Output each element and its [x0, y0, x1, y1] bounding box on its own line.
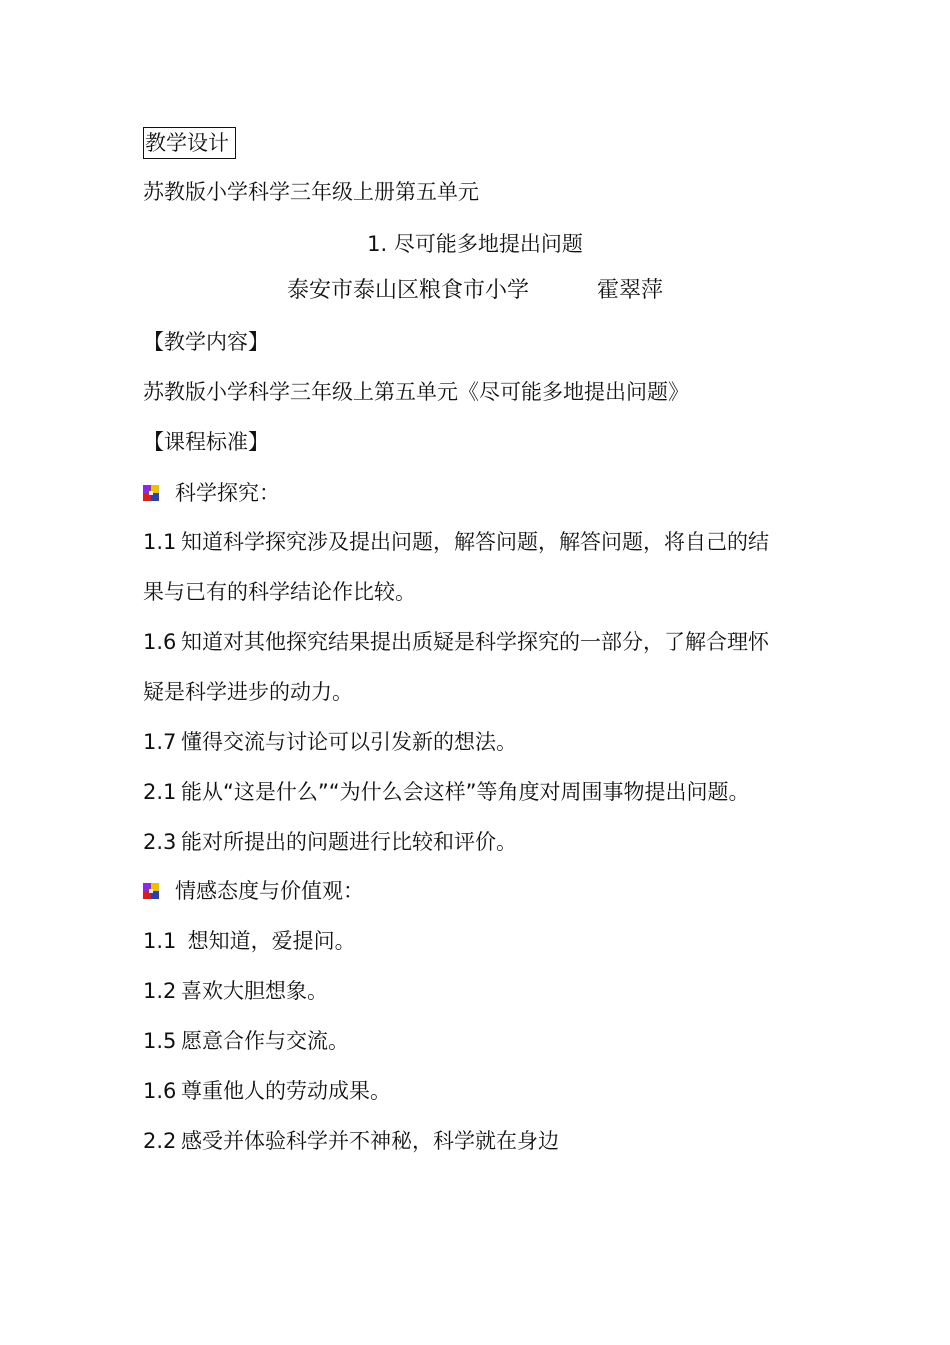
inquiry-heading: 科学探究： — [175, 481, 280, 505]
doc-label: 教学设计 — [143, 127, 236, 159]
attitude-heading: 情感态度与价值观： — [175, 879, 364, 903]
attitude-item — [143, 977, 328, 1005]
doc-title: 1. 尽可能多地提出问题 — [367, 232, 583, 256]
school-author-line — [0, 277, 950, 305]
inquiry-item — [143, 628, 769, 656]
inquiry-item — [143, 778, 750, 806]
inquiry-item — [143, 728, 517, 756]
item-text: 能从“这是什么”“为什么会这样”等角度对周围事物提出问题。 — [181, 780, 750, 804]
four-color-square-icon — [143, 485, 159, 501]
item-text: 喜欢大胆想象。 — [181, 979, 328, 1003]
item-text: 懂得交流与讨论可以引发新的想法。 — [181, 730, 517, 754]
inquiry-item-continued: 果与已有的科学结论作比较。 — [143, 580, 416, 604]
attitude-item — [143, 1027, 349, 1055]
inquiry-item — [143, 828, 517, 856]
item-number: 1.6 — [143, 630, 177, 654]
item-number: 1.1 — [143, 530, 177, 554]
attitude-item — [143, 1127, 559, 1155]
item-text: 感受并体验科学并不神秘，科学就在身边 — [181, 1129, 559, 1153]
attitude-item — [143, 927, 356, 955]
section-heading-content: 【教学内容】 — [143, 330, 269, 354]
item-text: 尊重他人的劳动成果。 — [181, 1079, 391, 1103]
doc-label-box — [143, 127, 236, 159]
doc-subtitle: 苏教版小学科学三年级上册第五单元 — [143, 180, 479, 204]
item-number: 2.2 — [143, 1129, 177, 1153]
item-number: 1.6 — [143, 1079, 177, 1103]
inquiry-item-continued: 疑是科学进步的动力。 — [143, 680, 353, 704]
item-text: 能对所提出的问题进行比较和评价。 — [181, 830, 517, 854]
item-number: 1.2 — [143, 979, 177, 1003]
item-number: 1.5 — [143, 1029, 177, 1053]
item-text: 知道对其他探究结果提出质疑是科学探究的一部分，了解合理怀 — [181, 630, 769, 654]
section-heading-standard: 【课程标准】 — [143, 430, 269, 454]
attitude-item — [143, 1077, 391, 1105]
item-number: 2.1 — [143, 780, 177, 804]
content-text: 苏教版小学科学三年级上第五单元《尽可能多地提出问题》 — [143, 380, 689, 404]
school-name: 泰安市泰山区粮食市小学 — [286, 278, 529, 303]
item-text: 愿意合作与交流。 — [181, 1029, 349, 1053]
item-number: 2.3 — [143, 830, 177, 854]
author-name: 霍翠萍 — [597, 278, 664, 303]
inquiry-heading-line — [143, 479, 280, 507]
inquiry-item — [143, 528, 769, 556]
item-text: 知道科学探究涉及提出问题，解答问题，解答问题，将自己的结 — [181, 530, 769, 554]
item-number: 1.1 — [143, 929, 177, 953]
attitude-heading-line — [143, 877, 364, 905]
four-color-square-icon — [143, 883, 159, 899]
item-text: 想知道，爱提问。 — [181, 929, 356, 953]
item-number: 1.7 — [143, 730, 177, 754]
